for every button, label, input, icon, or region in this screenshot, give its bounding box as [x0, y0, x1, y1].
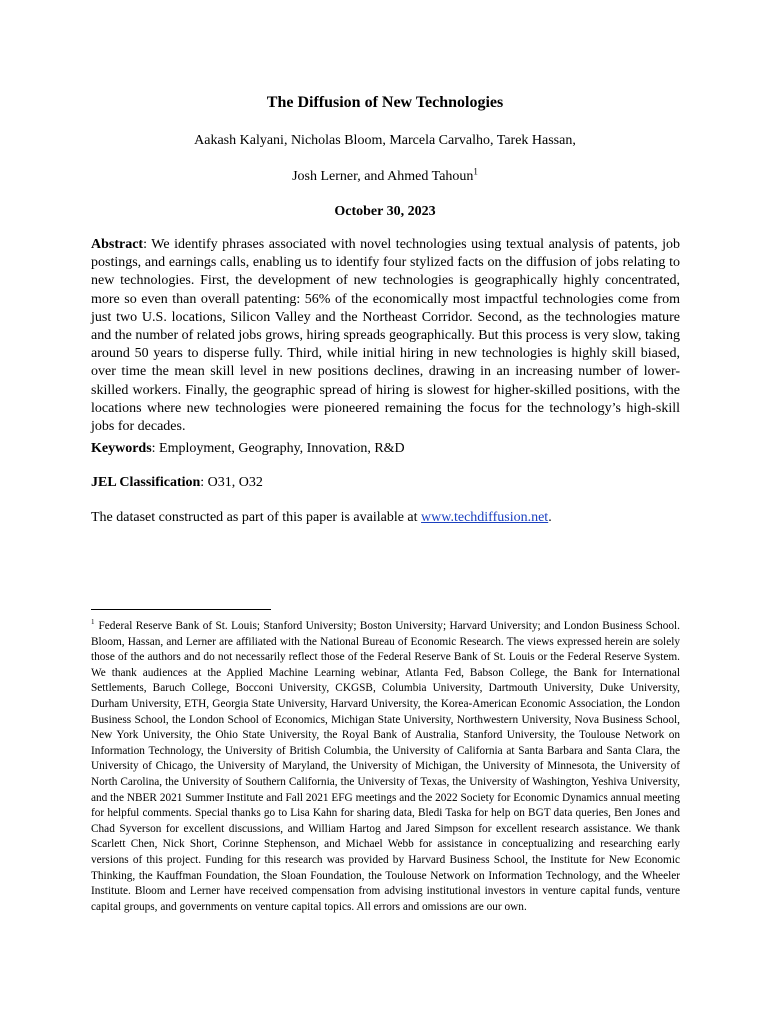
authors-line-2: [0, 166, 770, 185]
keywords-text: : Employment, Geography, Innovation, R&D: [151, 441, 405, 456]
footnote: [91, 619, 680, 915]
paper-date: October 30, 2023: [334, 204, 436, 219]
authors-line-2-text: Josh Lerner, and Ahmed Tahoun: [292, 169, 474, 184]
abstract: [91, 236, 680, 436]
keywords: [91, 441, 680, 457]
paper-title: The Diffusion of New Technologies: [266, 94, 504, 111]
footnote-divider: [91, 609, 271, 610]
abstract-label: Abstract: [91, 237, 144, 252]
authors-line-1: Aakash Kalyani, Nicholas Bloom, Marcela Carvalho, Tarek Hassan,: [194, 133, 576, 148]
footnote-marker[interactable]: 1: [473, 166, 478, 177]
jel-label: JEL Classification: [91, 475, 201, 490]
dataset-link[interactable]: www.techdiffusion.net: [421, 510, 549, 525]
dataset-text: The dataset constructed as part of this paper is available at: [91, 510, 422, 525]
dataset-note: [91, 510, 680, 526]
footnote-number: 1: [91, 618, 95, 627]
footnote-text: Federal Reserve Bank of St. Louis; Stanford University; Boston University; Harvard University; and London Business School. Bloom, Hassan, and Lerner are affiliated with the National Bureau of Economic Research. The views expressed herein are solely those of the authors and do not necessarily reflect those of the Federal Reserve Bank of St. Louis or the Federal Reserve System. We thank audiences at the Applied Machine Learning webinar, Atlanta Fed, Babson College, the Bank for International Settlements, Baruch College, Bocconi University, CKGSB, Columbia University, Dartmouth University, Duke University, Durham University, ETH, Georgia State University, Harvard University, the Korea-American Economic Association, the London Business School, the London School of Economics, Michigan State University, Northwestern University, Nova Business School, New York University, the Ohio State University, the Royal Bank of Australia, Stanford University, the Toulouse Network on Information Technology, the University of British Columbia, the University of California at Santa Barbara and Santa Clara, the University of Chicago, the University of Maryland, the University of Michigan, the University of Minnesota, the University of North Carolina, the University of Southern California, the University of Texas, the University of Washington, Yeshiva University, and the NBER 2021 Summer Institute and Fall 2021 EFG meetings and the 2022 Society for Economic Dynamics annual meeting for helpful comments. Special thanks go to Lisa Kahn for sharing data, Bledi Taska for help on BGT data queries, Ben Jones and Chad Syverson for excellent discussions, and William Hartog and Jared Simpson for excellent research assistance. We thank Scarlett Chen, Nick Short, Corinne Stephenson, and Michael Webb for assistance in conceptualizing and researching early versions of this project. Funding for this research was provided by Harvard Business School, the Institute for New Economic Thinking, the Kauffman Foundation, the Sloan Foundation, the Toulouse Network on Information Technology, and the Wheeler Institute. Bloom and Lerner have received compensation from advising institutional investors in venture capital funds, venture capital groups, and governments on venture capital topics. All errors and omissions are our own.: [91, 620, 680, 913]
dataset-end: .: [548, 510, 552, 525]
abstract-text: : We identify phrases associated with novel technologies using textual analysis of patents, job postings, and earnings calls, enabling us to identify four stylized facts on the diffusion of jobs relating to new technologies. First, the development of new technologies is geographically highly concentrated, more so even than overall patenting: 56% of the economically most impactful technologies come from just two U.S. locations, Silicon Valley and the Northeast Corridor. Second, as the technologies mature and the number of related jobs grows, hiring spreads geographically. But this process is very slow, taking around 50 years to disperse fully. Third, while initial hiring in new technologies is highly skill biased, over time the mean skill level in new positions declines, drawing in an increasing number of lower-skilled workers. Finally, the geographic spread of hiring is slowest for higher-skilled positions, with the locations where new technologies were pioneered remaining the focus for the technology’s high-skill jobs for decades.: [91, 237, 680, 435]
jel-text: : O31, O32: [200, 475, 263, 490]
keywords-label: Keywords: [91, 441, 152, 456]
jel-classification: [91, 475, 680, 491]
